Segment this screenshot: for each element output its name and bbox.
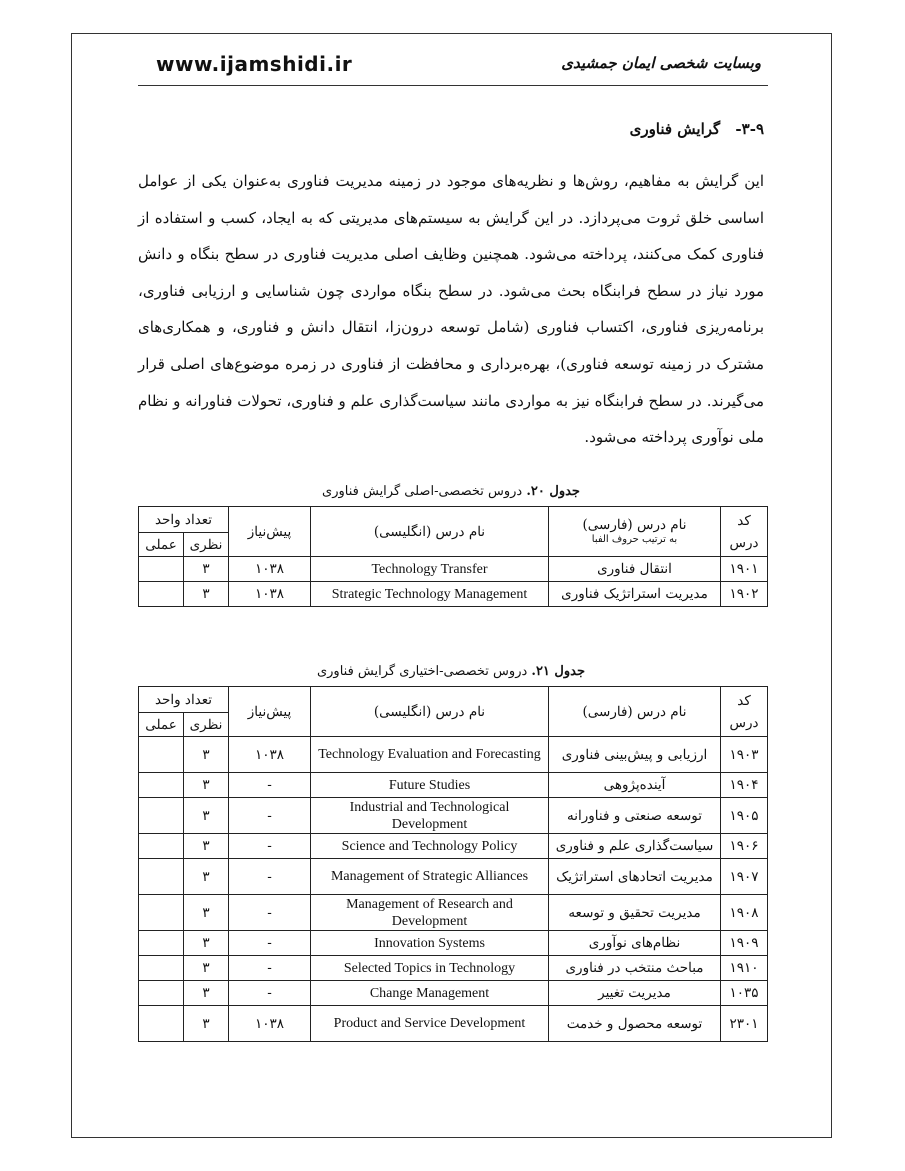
section-number: ۳-۹- bbox=[735, 120, 764, 138]
prereq-cell: - bbox=[229, 773, 311, 798]
course-code-cell: ۲۳۰۱ bbox=[721, 1006, 768, 1042]
caption-text: دروس تخصصی-اختیاری گرایش فناوری bbox=[316, 664, 532, 679]
caption-text: دروس تخصصی-اصلی گرایش فناوری bbox=[322, 484, 527, 499]
table-caption bbox=[138, 664, 764, 679]
course-name-fa-cell: انتقال فناوری bbox=[549, 557, 721, 582]
header-code: کد درس bbox=[721, 687, 768, 737]
prereq-cell: - bbox=[229, 931, 311, 956]
header-theory: نظری bbox=[184, 713, 229, 737]
practical-units-cell bbox=[139, 834, 184, 859]
header-prereq: پیش‌نیاز bbox=[229, 507, 311, 557]
practical-units-cell bbox=[139, 981, 184, 1006]
course-name-fa-cell: توسعه محصول و خدمت bbox=[549, 1006, 721, 1042]
course-name-fa-cell: آینده‌پژوهی bbox=[549, 773, 721, 798]
course-name-fa-cell: توسعه صنعتی و فناورانه bbox=[549, 798, 721, 834]
prereq-cell: ۱۰۳۸ bbox=[229, 1006, 311, 1042]
course-code-cell: ۱۹۰۷ bbox=[721, 859, 768, 895]
table-row bbox=[139, 1006, 768, 1042]
header-divider bbox=[138, 85, 768, 86]
practical-units-cell bbox=[139, 1006, 184, 1042]
theory-units-cell: ۳ bbox=[184, 859, 229, 895]
header-units: تعداد واحد bbox=[139, 507, 229, 533]
table-row bbox=[139, 737, 768, 773]
site-url: www.ijamshidi.ir bbox=[156, 52, 353, 76]
practical-units-cell bbox=[139, 557, 184, 582]
header-name-fa: نام درس (فارسی) bbox=[549, 687, 721, 737]
practical-units-cell bbox=[139, 956, 184, 981]
prereq-cell: ۱۰۳۸ bbox=[229, 737, 311, 773]
caption-label: جدول ۲۰. bbox=[526, 484, 580, 499]
theory-units-cell: ۳ bbox=[184, 895, 229, 931]
prereq-cell: - bbox=[229, 834, 311, 859]
course-name-fa-cell: مباحث منتخب در فناوری bbox=[549, 956, 721, 981]
header-name-en: نام درس (انگلیسی) bbox=[311, 507, 549, 557]
prereq-cell: ۱۰۳۸ bbox=[229, 557, 311, 582]
theory-units-cell: ۳ bbox=[184, 798, 229, 834]
prereq-cell: - bbox=[229, 798, 311, 834]
course-code-cell: ۱۹۰۹ bbox=[721, 931, 768, 956]
prereq-cell: - bbox=[229, 981, 311, 1006]
course-name-fa-cell: مدیریت استراتژیک فناوری bbox=[549, 582, 721, 607]
theory-units-cell: ۳ bbox=[184, 582, 229, 607]
course-code-cell: ۱۹۰۸ bbox=[721, 895, 768, 931]
practical-units-cell bbox=[139, 737, 184, 773]
practical-units-cell bbox=[139, 798, 184, 834]
prereq-cell: - bbox=[229, 956, 311, 981]
course-name-en-cell: Selected Topics in Technology bbox=[311, 956, 549, 981]
paragraph-text: این گرایش به مفاهیم، روش‌ها و نظریه‌های موجود در زمینه مدیریت فناوری به‌عنوان یکی از عوامل اساسی خلق ثروت می‌پردازد. در این گرایش به سیستم‌های مدیریتی که به ایجاد، کسب و استفاده از فناوری کمک می‌کنند، پرداخته می‌شود. همچنین وظایف اصلی مدیریت فناوری در سطح بنگاه و دانش مورد نیاز در سطح فرابنگاه بحث می‌شود. در سطح بنگاه مواردی چون شناسایی و ارزیابی فناوری، برنامه‌ریزی فناوری، اکتساب فناوری (شامل توسعه درون‌زا، انتقال دانش و فناوری، و همکاری‌های مشترک در زمینه توسعه فناوری)، بهره‌برداری و محافظت از فناوری در زمره موضوع‌های اصلی قرار می‌گیرند. در سطح فرابنگاه نیز به مواردی مانند سیاست‌گذاری علم و فناوری، تحولات فناورانه و نظام ملی نوآوری پرداخته می‌شود. bbox=[138, 172, 764, 447]
course-code-cell: ۱۹۱۰ bbox=[721, 956, 768, 981]
course-name-en-cell: Product and Service Development bbox=[311, 1006, 549, 1042]
course-name-fa-cell: نظام‌های نوآوری bbox=[549, 931, 721, 956]
table-row bbox=[139, 773, 768, 798]
course-code-cell: ۱۹۰۱ bbox=[721, 557, 768, 582]
table-row bbox=[139, 557, 768, 582]
table-row bbox=[139, 981, 768, 1006]
theory-units-cell: ۳ bbox=[184, 931, 229, 956]
table-row bbox=[139, 834, 768, 859]
header-name-fa: نام درس (فارسی) به ترتیب حروف الفبا bbox=[549, 507, 721, 557]
header-name-en: نام درس (انگلیسی) bbox=[311, 687, 549, 737]
course-name-en-cell: Innovation Systems bbox=[311, 931, 549, 956]
course-name-en-cell: Management of Research and Development bbox=[311, 895, 549, 931]
prereq-cell: - bbox=[229, 859, 311, 895]
course-name-en-cell: Management of Strategic Alliances bbox=[311, 859, 549, 895]
header-prereq: پیش‌نیاز bbox=[229, 687, 311, 737]
practical-units-cell bbox=[139, 582, 184, 607]
course-name-fa-cell: مدیریت اتحادهای استراتژیک bbox=[549, 859, 721, 895]
practical-units-cell bbox=[139, 859, 184, 895]
course-name-en-cell: Technology Evaluation and Forecasting bbox=[311, 737, 549, 773]
theory-units-cell: ۳ bbox=[184, 834, 229, 859]
body-paragraph bbox=[138, 163, 764, 456]
course-name-en-cell: Change Management bbox=[311, 981, 549, 1006]
course-code-cell: ۱۹۰۴ bbox=[721, 773, 768, 798]
section-title: گرایش فناوری bbox=[629, 120, 721, 138]
course-name-fa-cell: سیاست‌گذاری علم و فناوری bbox=[549, 834, 721, 859]
prereq-cell: - bbox=[229, 895, 311, 931]
course-name-en-cell: Science and Technology Policy bbox=[311, 834, 549, 859]
table-caption bbox=[138, 484, 764, 499]
header-units: تعداد واحد bbox=[139, 687, 229, 713]
practical-units-cell bbox=[139, 931, 184, 956]
course-name-en-cell: Strategic Technology Management bbox=[311, 582, 549, 607]
course-code-cell: ۱۹۰۳ bbox=[721, 737, 768, 773]
theory-units-cell: ۳ bbox=[184, 1006, 229, 1042]
header-practical: عملی bbox=[139, 713, 184, 737]
course-name-fa-cell: ارزیابی و پیش‌بینی فناوری bbox=[549, 737, 721, 773]
course-code-cell: ۱۹۰۶ bbox=[721, 834, 768, 859]
core-courses-table bbox=[138, 506, 768, 607]
course-code-cell: ۱۰۳۵ bbox=[721, 981, 768, 1006]
prereq-cell: ۱۰۳۸ bbox=[229, 582, 311, 607]
elective-courses-table bbox=[138, 686, 768, 1042]
course-name-en-cell: Technology Transfer bbox=[311, 557, 549, 582]
header-practical: عملی bbox=[139, 533, 184, 557]
theory-units-cell: ۳ bbox=[184, 737, 229, 773]
theory-units-cell: ۳ bbox=[184, 557, 229, 582]
caption-label: جدول ۲۱. bbox=[531, 664, 586, 679]
course-name-fa-cell: مدیریت تغییر bbox=[549, 981, 721, 1006]
table-row bbox=[139, 931, 768, 956]
table-row bbox=[139, 956, 768, 981]
table-row bbox=[139, 582, 768, 607]
course-name-en-cell: Industrial and Technological Development bbox=[311, 798, 549, 834]
header-code: کد درس bbox=[721, 507, 768, 557]
course-name-en-cell: Future Studies bbox=[311, 773, 549, 798]
table-row bbox=[139, 859, 768, 895]
theory-units-cell: ۳ bbox=[184, 981, 229, 1006]
table-row bbox=[139, 895, 768, 931]
theory-units-cell: ۳ bbox=[184, 773, 229, 798]
practical-units-cell bbox=[139, 773, 184, 798]
theory-units-cell: ۳ bbox=[184, 956, 229, 981]
course-name-fa-cell: مدیریت تحقیق و توسعه bbox=[549, 895, 721, 931]
section-heading bbox=[630, 120, 764, 138]
header-theory: نظری bbox=[184, 533, 229, 557]
site-name: وبسایت شخصی ایمان جمشیدی bbox=[561, 54, 761, 72]
practical-units-cell bbox=[139, 895, 184, 931]
table-row bbox=[139, 798, 768, 834]
course-code-cell: ۱۹۰۵ bbox=[721, 798, 768, 834]
course-code-cell: ۱۹۰۲ bbox=[721, 582, 768, 607]
